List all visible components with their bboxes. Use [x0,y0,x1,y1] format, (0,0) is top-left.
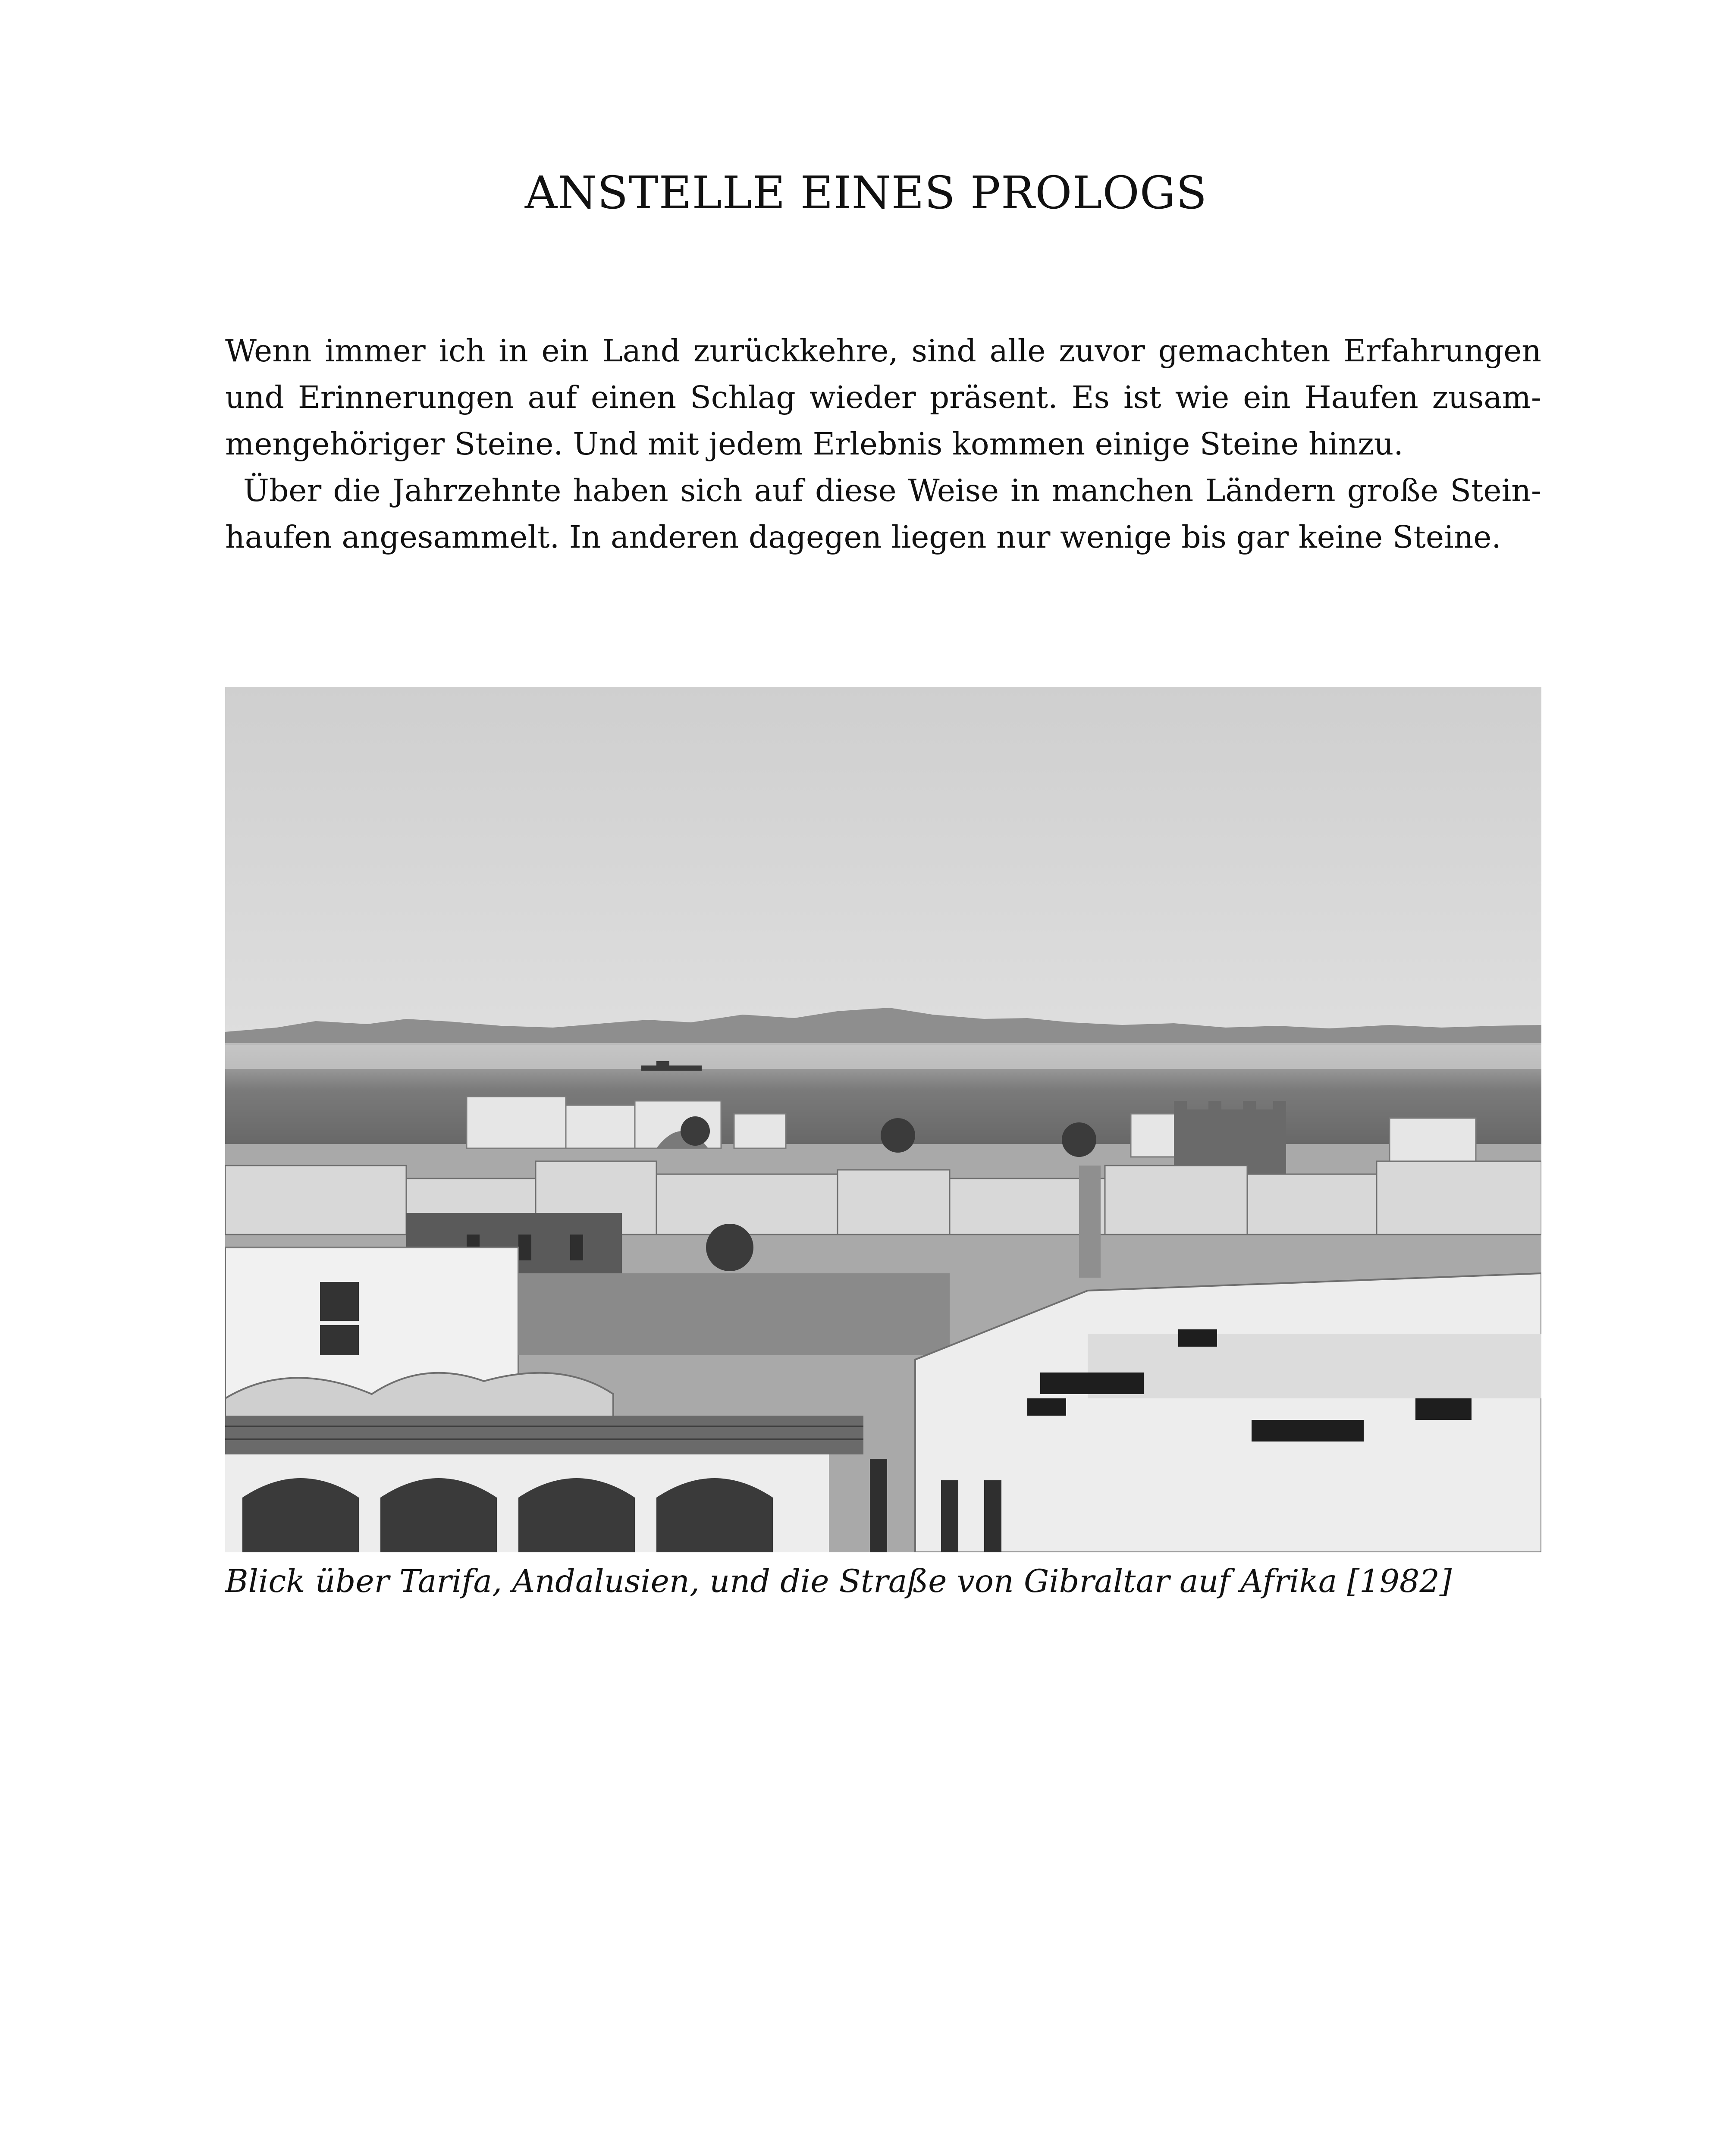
page-title: ANSTELLE EINES PROLOGS [524,166,1208,219]
paragraph-line: und Erinnerungen auf einen Schlag wieder präsent. Es ist wie ein Haufen zusam- [225,379,1541,415]
photo-caption: Blick über Tarifa, Andalusien, und die Straße von Gibraltar auf Afrika [1982] [225,1563,1452,1600]
paragraph-line: haufen angesammelt. In anderen dagegen liegen nur wenige bis gar keine Steine. [225,519,1501,555]
body-paragraph [225,328,1541,561]
paragraph-line: Wenn immer ich in ein Land zurückkehre, sind alle zuvor gemachten Erfahrungen [225,333,1541,369]
paragraph-line: mengehöriger Steine. Und mit jedem Erlebnis kommen einige Steine hinzu. [225,426,1403,462]
photo-illustration [225,687,1541,1552]
paragraph-line: Über die Jahrzehnte haben sich auf diese Weise in manchen Ländern große Stein- [243,473,1541,508]
photo-tarifa-view [225,687,1541,1552]
